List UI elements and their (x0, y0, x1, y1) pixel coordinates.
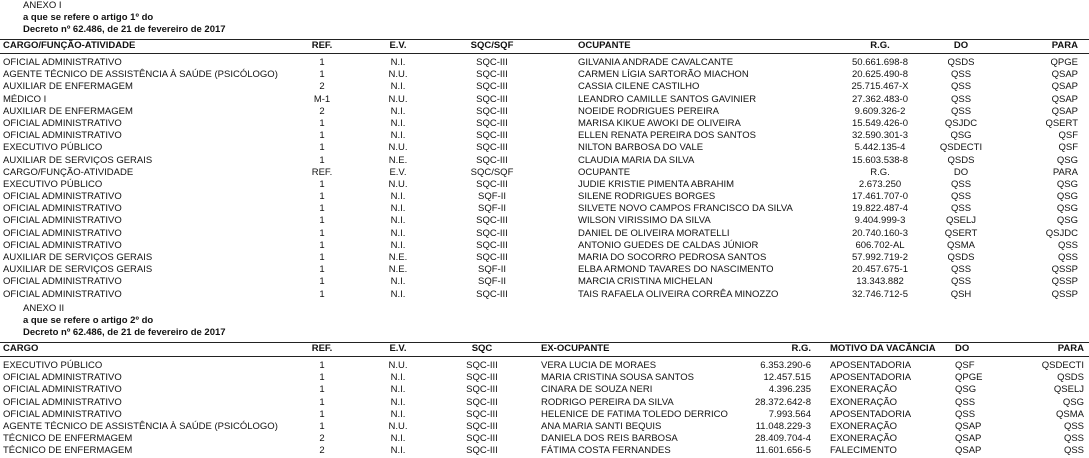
cell-cargo: EXECUTIVO PÚBLICO (3, 178, 103, 190)
cell-para: QSS (1063, 420, 1084, 432)
annex1-header-row (0, 40, 1089, 52)
cell-ref: 1 (319, 239, 325, 251)
cell-sqc: SQC-III (476, 227, 508, 239)
cell-ref: 1 (319, 69, 325, 81)
cell-sqc: SQC-III (476, 117, 508, 129)
cell-motivo: APOSENTADORIA (830, 372, 912, 384)
cell-ev: N.I. (390, 384, 406, 396)
cell-rg: 20.625.490-8 (852, 69, 908, 81)
cell-ev: N.U. (388, 142, 408, 154)
col-do-header: DO (955, 343, 970, 354)
cell-ocupante: DANIEL DE OLIVEIRA MORATELLI (578, 227, 730, 239)
cell-ev: N.I. (390, 117, 406, 129)
cell-motivo: APOSENTADORIA (830, 408, 912, 420)
annex1-table-body (0, 57, 1089, 301)
cell-ev: N.I. (390, 372, 406, 384)
cell-para: QSMA (1056, 408, 1084, 420)
cell-sqc: SQC-III (466, 445, 498, 457)
cell-ex: VERA LUCIA DE MORAES (541, 360, 657, 371)
cell-motivo: EXONERAÇÃO (830, 384, 898, 396)
cell-ev: E.V. (389, 166, 407, 178)
cell-sqc: SQC/SQF (470, 166, 514, 178)
table-row (0, 384, 1089, 396)
col-do-header: DO (953, 40, 969, 51)
cell-ev: N.I. (390, 396, 406, 408)
cell-ref: 1 (319, 252, 325, 263)
cell-para: PARA (1052, 166, 1078, 178)
table-row (0, 409, 1089, 421)
col-rg-header: R.G. (870, 40, 890, 51)
table-row (0, 433, 1089, 445)
cell-ref: 1 (319, 154, 325, 166)
cell-rg: 2.673.250 (858, 178, 902, 190)
cell-do: QSELJ (945, 215, 977, 227)
cell-ref: 2 (319, 81, 325, 93)
cell-para: QSG (1056, 191, 1078, 203)
cell-motivo: EXONERAÇÃO (830, 396, 898, 408)
cell-cargo: AGENTE TÉCNICO DE ASSISTÊNCIA À SAÚDE (PSICÓLOGO) (3, 69, 278, 81)
cell-cargo: OFICIAL ADMINISTRATIVO (3, 130, 122, 142)
cell-ocupante: MARIA DO SOCORRO PEDROSA SANTOS (578, 252, 767, 263)
cell-ref: 2 (319, 105, 325, 117)
cell-rg: 11.601.656-5 (755, 445, 811, 457)
cell-sqc: SQC-III (466, 408, 498, 420)
cell-ex: ANA MARIA SANTI BEQUIS (541, 420, 662, 432)
cell-ref: 1 (319, 191, 325, 203)
cell-para: QSS (1063, 445, 1084, 457)
cell-cargo: OFICIAL ADMINISTRATIVO (3, 276, 122, 288)
cell-ref: 1 (319, 384, 325, 396)
col-ev-header: E.V. (389, 343, 407, 354)
cell-sqc: SQC-III (476, 105, 508, 117)
cell-ocupante: ELBA ARMOND TAVARES DO NASCIMENTO (578, 264, 774, 276)
cell-do: QSDS (947, 154, 975, 166)
cell-ocupante: CLAUDIA MARIA DA SILVA (578, 154, 695, 166)
cell-para: QSAP (1051, 69, 1078, 81)
table-row (0, 57, 1089, 69)
cell-cargo: AUXILIAR DE SERVIÇOS GERAIS (3, 154, 153, 166)
cell-ref: 1 (319, 408, 325, 420)
table-row (0, 228, 1089, 240)
cell-ocupante: MARISA KIKUE AWOKI DE OLIVEIRA (578, 117, 741, 129)
cell-rg: 32.746.712-5 (852, 288, 908, 300)
col-ex-ocupante-header: EX-OCUPANTE (541, 343, 610, 354)
cell-do: QSMA (947, 239, 975, 251)
cell-para: QSAP (1051, 93, 1078, 105)
cell-ref: 2 (319, 433, 325, 445)
cell-cargo: OFICIAL ADMINISTRATIVO (3, 384, 122, 396)
cell-sqc: SQF-II (478, 203, 506, 215)
cell-cargo: MÉDICO I (3, 93, 47, 105)
table-row (0, 215, 1089, 227)
cell-ev: N.I. (390, 81, 406, 93)
cell-cargo: OFICIAL ADMINISTRATIVO (3, 396, 122, 408)
cell-rg: 6.353.290-6 (760, 360, 811, 371)
cell-rg: R.G. (870, 166, 890, 178)
cell-ev: N.U. (388, 93, 408, 105)
col-sqc-header: SQC/SQF (470, 40, 514, 51)
cell-ref: 1 (319, 396, 325, 408)
cell-ref: REF. (311, 166, 333, 178)
cell-cargo: AUXILIAR DE SERVIÇOS GERAIS (3, 252, 153, 263)
cell-sqc: SQC-III (476, 288, 508, 300)
cell-para: QSG (1062, 396, 1084, 408)
cell-motivo: APOSENTADORIA (830, 360, 912, 371)
cell-rg: 32.590.301-3 (852, 130, 908, 142)
cell-do: QSJDC (944, 117, 978, 129)
cell-rg: 28.409.704-4 (755, 433, 811, 445)
cell-rg: 20.740.160-3 (852, 227, 908, 239)
table-row (0, 118, 1089, 130)
cell-rg: 12.457.515 (763, 372, 811, 384)
cell-para: QSG (1056, 215, 1078, 227)
cell-do: QSS (955, 396, 976, 408)
cell-cargo: AGENTE TÉCNICO DE ASSISTÊNCIA À SAÚDE (PSICÓLOGO) (3, 420, 278, 432)
cell-motivo: FALECIMENTO (830, 445, 897, 457)
cell-ex: RODRIGO PEREIRA DA SILVA (541, 396, 674, 408)
cell-do: QSS (955, 408, 976, 420)
cell-rg: 25.715.467-X (851, 81, 909, 93)
cell-ex: DANIELA DOS REIS BARBOSA (541, 433, 678, 445)
cell-sqc: SQC-III (476, 57, 508, 68)
cell-para: QSAP (1051, 105, 1078, 117)
cell-cargo: OFICIAL ADMINISTRATIVO (3, 408, 122, 420)
cell-ev: N.I. (390, 130, 406, 142)
cell-do: QSAP (955, 420, 982, 432)
cell-ref: 1 (319, 372, 325, 384)
cell-rg: 19.822.487-4 (852, 203, 908, 215)
cell-rg: 15.603.538-8 (852, 154, 908, 166)
cell-para: QSAP (1051, 81, 1078, 93)
cell-do: QSS (950, 105, 972, 117)
cell-cargo: OFICIAL ADMINISTRATIVO (3, 215, 122, 227)
cell-sqc: SQC-III (476, 252, 508, 263)
col-cargo-header: CARGO (3, 343, 39, 354)
cell-cargo: OFICIAL ADMINISTRATIVO (3, 288, 122, 300)
table-row (0, 397, 1089, 409)
cell-ev: N.U. (388, 178, 408, 190)
cell-ocupante: CASSIA CILENE CASTILHO (578, 81, 700, 93)
col-cargo-header: CARGO/FUNÇÃO-ATIVIDADE (3, 40, 136, 51)
annex2-decree: Decreto nº 62.486, de 21 de fevereiro de 2017 (23, 327, 226, 338)
cell-cargo: OFICIAL ADMINISTRATIVO (3, 191, 122, 203)
cell-cargo: OFICIAL ADMINISTRATIVO (3, 227, 122, 239)
table-row (0, 289, 1089, 301)
cell-sqc: SQC-III (466, 396, 498, 408)
cell-para: QSSP (1051, 276, 1078, 288)
cell-ref: 1 (319, 178, 325, 190)
cell-sqc: SQF-II (478, 276, 506, 288)
cell-sqc: SQC-III (476, 93, 508, 105)
table-row (0, 130, 1089, 142)
cell-ev: N.I. (390, 203, 406, 215)
cell-do: QSS (950, 191, 972, 203)
cell-ocupante: MARCIA CRISTINA MICHELAN (578, 276, 713, 288)
cell-do: QSAP (955, 433, 982, 445)
cell-ref: 1 (319, 142, 325, 154)
cell-ex: MARIA CRISTINA SOUSA SANTOS (541, 372, 694, 384)
annex1-reference: a que se refere o artigo 1º do (23, 12, 154, 23)
cell-sqc: SQC-III (476, 130, 508, 142)
cell-do: QSS (950, 69, 972, 81)
cell-ocupante: ANTONIO GUEDES DE CALDAS JÚNIOR (578, 239, 759, 251)
cell-cargo: TÉCNICO DE ENFERMAGEM (3, 433, 133, 445)
cell-rg: 28.372.642-8 (755, 396, 811, 408)
cell-ev: N.I. (390, 408, 406, 420)
cell-ref: 1 (319, 215, 325, 227)
cell-do: QSG (950, 130, 972, 142)
cell-cargo: TÉCNICO DE ENFERMAGEM (3, 445, 133, 457)
annex2-title: ANEXO II (23, 303, 65, 314)
table-row (0, 167, 1089, 179)
cell-ref: 1 (319, 130, 325, 142)
cell-ev: N.I. (390, 288, 406, 300)
cell-ev: N.I. (390, 445, 406, 457)
cell-rg: 11.048.229-3 (755, 420, 811, 432)
cell-sqc: SQC-III (466, 360, 498, 371)
annex2-header-row (0, 343, 1089, 355)
cell-sqc: SQC-III (476, 81, 508, 93)
cell-ev: N.I. (390, 105, 406, 117)
cell-rg: 15.549.426-0 (852, 117, 908, 129)
cell-para: QSS (1057, 239, 1078, 251)
cell-ocupante: SILVETE NOVO CAMPOS FRANCISCO DA SILVA (578, 203, 793, 215)
cell-do: QSS (950, 93, 972, 105)
col-ref-header: REF. (311, 40, 333, 51)
cell-rg: 50.661.698-8 (852, 57, 908, 68)
table-row (0, 179, 1089, 191)
cell-sqc: SQC-III (476, 142, 508, 154)
cell-ref: 1 (319, 57, 325, 68)
cell-ocupante: SILENE RODRIGUES BORGES (578, 191, 716, 203)
table-row (0, 240, 1089, 252)
cell-ex: FÁTIMA COSTA FERNANDES (541, 445, 671, 457)
cell-cargo: OFICIAL ADMINISTRATIVO (3, 372, 122, 384)
cell-ev: N.E. (388, 252, 408, 263)
cell-para: QSS (1063, 433, 1084, 445)
table-row (0, 94, 1089, 106)
cell-para: QSELJ (1053, 384, 1084, 396)
cell-sqc: SQC-III (466, 384, 498, 396)
cell-do: QSAP (955, 445, 982, 457)
cell-ocupante: NILTON BARBOSA DO VALE (578, 142, 704, 154)
cell-do: QSDS (947, 57, 975, 68)
cell-para: QSERT (1045, 117, 1078, 129)
cell-sqc: SQC-III (476, 154, 508, 166)
cell-ev: N.I. (390, 433, 406, 445)
cell-ev: N.I. (390, 215, 406, 227)
cell-sqc: SQC-III (466, 420, 498, 432)
col-rg-header: R.G. (791, 343, 811, 354)
cell-cargo: OFICIAL ADMINISTRATIVO (3, 57, 122, 68)
cell-para: QSSP (1051, 288, 1078, 300)
cell-ref: 1 (319, 360, 325, 371)
cell-sqc: SQC-III (476, 215, 508, 227)
cell-para: QSJDC (1045, 227, 1078, 239)
cell-do: QSS (950, 264, 972, 276)
cell-rg: 9.609.326-2 (854, 105, 906, 117)
cell-ocupante: WILSON VIRISSIMO DA SILVA (578, 215, 711, 227)
cell-ex: HELENICE DE FATIMA TOLEDO DERRICO (541, 408, 728, 420)
cell-para: QSS (1057, 252, 1078, 263)
cell-para: QSG (1056, 154, 1078, 166)
cell-ev: N.I. (390, 239, 406, 251)
table-row (0, 421, 1089, 433)
cell-rg: 606.702-AL (855, 239, 905, 251)
cell-do: QSS (950, 81, 972, 93)
col-para-header: PARA (1057, 343, 1084, 354)
table-row (0, 106, 1089, 118)
cell-sqc: SQF-II (478, 264, 506, 276)
annex2-header-rule-bottom (0, 356, 1089, 357)
cell-do: QSERT (944, 227, 978, 239)
annex2-table-body (0, 360, 1089, 458)
table-row (0, 203, 1089, 215)
cell-para: QSDECTI (1041, 360, 1084, 371)
cell-para: QSF (1058, 130, 1078, 142)
cell-rg: 7.993.564 (768, 408, 811, 420)
table-row (0, 155, 1089, 167)
cell-ocupante: JUDIE KRISTIE PIMENTA ABRAHIM (578, 178, 735, 190)
cell-do: QSF (955, 360, 975, 371)
cell-ref: 1 (319, 276, 325, 288)
cell-do: QSS (950, 276, 972, 288)
cell-cargo: EXECUTIVO PÚBLICO (3, 360, 103, 371)
annex2-reference: a que se refere o artigo 2º do (23, 315, 154, 326)
table-row (0, 372, 1089, 384)
annex1-header-rule-bottom (0, 53, 1089, 54)
cell-rg: 57.992.719-2 (852, 252, 908, 263)
col-ev-header: E.V. (389, 40, 407, 51)
table-row (0, 360, 1089, 372)
table-row (0, 81, 1089, 93)
cell-rg: 4.396.235 (768, 384, 811, 396)
cell-ref: M-1 (313, 93, 331, 105)
cell-ev: N.I. (390, 276, 406, 288)
cell-do: DO (953, 166, 969, 178)
cell-ref: 1 (319, 227, 325, 239)
cell-ev: N.I. (390, 191, 406, 203)
cell-do: QSDS (947, 252, 975, 263)
cell-ref: 2 (319, 445, 325, 457)
table-row (0, 252, 1089, 264)
col-ocupante-header: OCUPANTE (578, 40, 631, 51)
cell-ref: 1 (319, 117, 325, 129)
cell-motivo: EXONERAÇÃO (830, 420, 898, 432)
cell-ev: N.I. (390, 227, 406, 239)
cell-rg: 9.404.999-3 (854, 215, 906, 227)
cell-cargo: AUXILIAR DE ENFERMAGEM (3, 105, 133, 117)
cell-ev: N.U. (388, 69, 408, 81)
cell-ocupante: TAIS RAFAELA OLIVEIRA CORRÊA MINOZZO (578, 288, 779, 300)
cell-ocupante: ELLEN RENATA PEREIRA DOS SANTOS (578, 130, 756, 142)
cell-ev: N.E. (388, 154, 408, 166)
cell-motivo: EXONERAÇÃO (830, 433, 898, 445)
col-para-header: PARA (1051, 40, 1078, 51)
cell-ex: CINARA DE SOUZA NERI (541, 384, 653, 396)
cell-ocupante: OCUPANTE (578, 166, 631, 178)
cell-ev: N.I. (390, 57, 406, 68)
table-row (0, 142, 1089, 154)
cell-sqc: SQF-II (478, 191, 506, 203)
col-sqc-header: SQC (471, 343, 493, 354)
cell-do: QSH (950, 288, 972, 300)
cell-para: QSG (1056, 203, 1078, 215)
col-ref-header: REF. (311, 343, 333, 354)
cell-ev: N.U. (388, 420, 408, 432)
cell-sqc: SQC-III (476, 69, 508, 81)
annex1-title: ANEXO I (23, 0, 62, 11)
cell-do: QPGE (955, 372, 983, 384)
cell-cargo: OFICIAL ADMINISTRATIVO (3, 117, 122, 129)
cell-rg: 5.442.135-4 (854, 142, 906, 154)
cell-rg: 20.457.675-1 (852, 264, 908, 276)
cell-ocupante: CARMEN LÍGIA SARTORÃO MIACHON (578, 69, 749, 81)
cell-rg: 17.461.707-0 (852, 191, 908, 203)
cell-cargo: AUXILIAR DE ENFERMAGEM (3, 81, 133, 93)
cell-para: QSG (1056, 178, 1078, 190)
table-row (0, 69, 1089, 81)
cell-ev: N.U. (388, 360, 408, 371)
cell-rg: 13.343.882 (856, 276, 904, 288)
cell-ref: 1 (319, 420, 325, 432)
cell-ocupante: GILVANIA ANDRADE CAVALCANTE (578, 57, 734, 68)
cell-cargo: AUXILIAR DE SERVIÇOS GERAIS (3, 264, 153, 276)
cell-sqc: SQC-III (466, 433, 498, 445)
table-row (0, 264, 1089, 276)
cell-rg: 27.362.483-0 (852, 93, 908, 105)
cell-para: QSDS (1057, 372, 1084, 384)
cell-ocupante: LEANDRO CAMILLE SANTOS GAVINIER (578, 93, 757, 105)
cell-do: QSG (955, 384, 977, 396)
cell-sqc: SQC-III (476, 239, 508, 251)
table-row (0, 445, 1089, 457)
cell-para: QSSP (1051, 264, 1078, 276)
cell-sqc: SQC-III (466, 372, 498, 384)
table-row (0, 276, 1089, 288)
cell-cargo: OFICIAL ADMINISTRATIVO (3, 203, 122, 215)
cell-cargo: EXECUTIVO PÚBLICO (3, 142, 103, 154)
annex1-decree: Decreto nº 62.486, de 21 de fevereiro de 2017 (23, 24, 226, 35)
cell-sqc: SQC-III (476, 178, 508, 190)
cell-do: QSDECTI (939, 142, 983, 154)
cell-cargo: OFICIAL ADMINISTRATIVO (3, 239, 122, 251)
cell-do: QSS (950, 203, 972, 215)
cell-ref: 1 (319, 203, 325, 215)
cell-ocupante: NOEIDE RODRIGUES PEREIRA (578, 105, 719, 117)
cell-para: QPGE (1050, 57, 1078, 68)
cell-cargo: CARGO/FUNÇÃO-ATIVIDADE (3, 166, 134, 178)
cell-para: QSF (1058, 142, 1078, 154)
table-row (0, 191, 1089, 203)
col-motivo-header: MOTIVO DA VACÂNCIA (830, 343, 936, 354)
cell-do: QSS (950, 178, 972, 190)
cell-ref: 1 (319, 288, 325, 300)
cell-ref: 1 (319, 264, 325, 276)
cell-ev: N.E. (388, 264, 408, 276)
